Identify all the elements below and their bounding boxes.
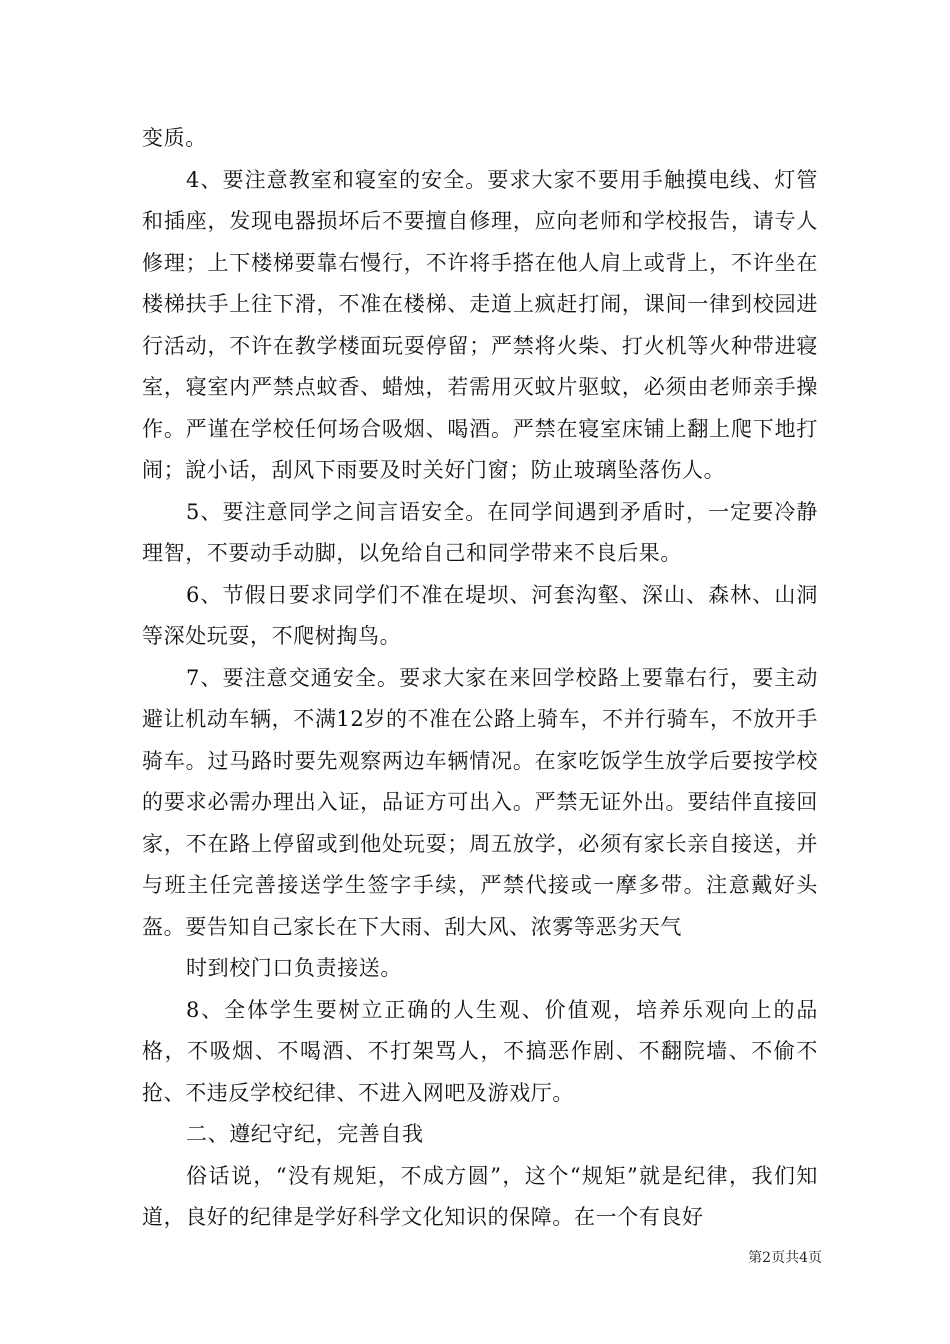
paragraph-6: 时到校门口负责接送。: [186, 956, 402, 980]
paragraph-3: 5、要注意同学之间言语安全。在同学间遇到矛盾时，一定要冷静理智，不要动手动脚，以免给自己和同学带来不良后果。: [142, 499, 818, 565]
page-number-footer: 第2页共4页: [748, 1250, 822, 1266]
paragraph-4: 6、节假日要求同学们不准在堤坝、河套沟壑、深山、森林、山洞等深处玩耍，不爬树掏鸟。: [142, 582, 818, 648]
paragraph-8: 俗话说，“没有规矩，不成方圆”，这个“规矩”就是纪律，我们知道，良好的纪律是学好科学文化知识的保障。在一个有良好: [142, 1163, 818, 1229]
paragraph-5: 7、要注意交通安全。要求大家在来回学校路上要靠右行，要主动避让机动车辆，不满12岁的不准在公路上骑车，不并行骑车，不放开手骑车。过马路时要先观察两边车辆情况。在家吃饭学生放学后要按学校的要求必需办理出入证，品证方可出入。严禁无证外出。要结伴直接回家，不在路上停留或到他处玩耍；周五放学，必须有家长亲自接送，并与班主任完善接送学生签字手续，严禁代接或一摩多带。注意戴好头盔。要告知自己家长在下大雨、刮大风、浓雾等恶劣天气: [142, 665, 818, 939]
paragraph-7: 8、全体学生要树立正确的人生观、价值观，培养乐观向上的品格，不吸烟、不喝酒、不打架骂人，不搞恶作剧、不翻院墙、不偷不抢、不违反学校纪律、不进入网吧及游戏厅。: [142, 997, 818, 1105]
paragraph-2: 4、要注意教室和寝室的安全。要求大家不要用手触摸电线、灯管和插座，发现电器损坏后不要擅自修理，应向老师和学校报告，请专人修理；上下楼梯要靠右慢行，不许将手搭在他人肩上或背上，不许坐在楼梯扶手上往下滑，不准在楼梯、走道上疯赶打闹，课间一律到校园进行活动，不许在教学楼面玩耍停留；严禁将火柴、打火机等火种带进寝室，寝室内严禁点蚊香、蜡烛，若需用灭蚊片驱蚊，必须由老师亲手操作。严谨在学校任何场合吸烟、喝酒。严禁在寝室床铺上翻上爬下地打闹；說小话，刮风下雨要及时关好门窗；防止玻璃坠落伤人。: [142, 167, 818, 482]
document-body: [142, 118, 818, 1239]
paragraph-1: 变质。: [142, 126, 207, 150]
section-heading: 二、遵纪守纪，完善自我: [186, 1122, 424, 1146]
